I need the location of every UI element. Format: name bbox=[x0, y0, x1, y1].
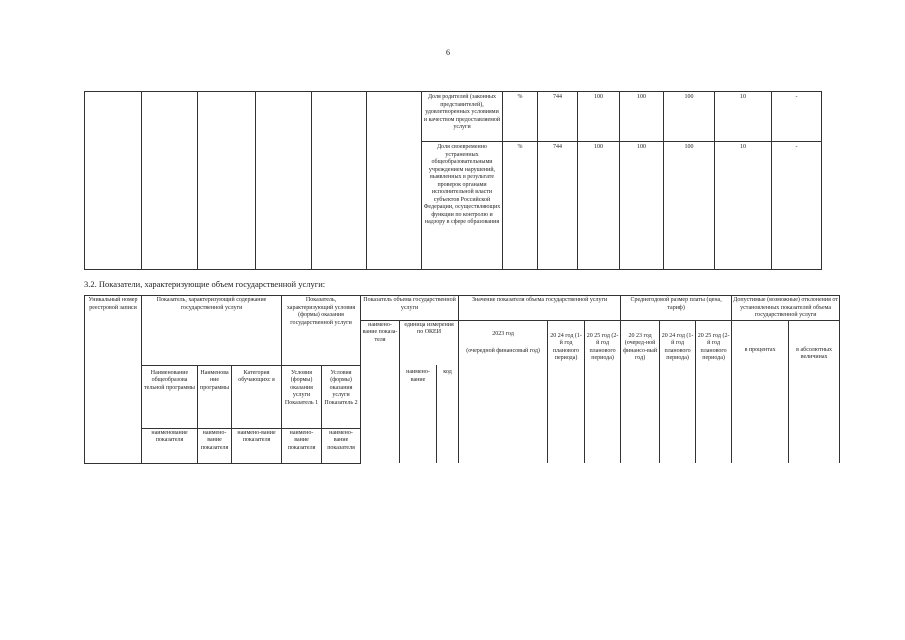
header-content: Показатель, характеризующий содержание государственной услуги bbox=[142, 296, 282, 366]
bottom-indicator-name: наимено-вание показателя bbox=[198, 428, 232, 463]
okei-code: код bbox=[437, 365, 459, 463]
header-price: Среднегодовой размер платы (цена, тариф) bbox=[621, 296, 732, 321]
value-cell: - bbox=[772, 142, 822, 270]
code-cell: 744 bbox=[538, 92, 578, 142]
value-cell: 100 bbox=[664, 142, 715, 270]
price-2023: 20 23 год (очеред-ной финансо-вый год) bbox=[621, 320, 660, 463]
header-conditions: Показатель, характеризующий условия (формы) оказания государственной услуги bbox=[282, 296, 361, 366]
indicator-name: Доля своевременно устраненных общеобразовательными учреждением нарушений, выявленных в результате проверок органами исполнительной власти субъектов Российской Федерации, осуществляющих функции по контролю и надзору в сфере образования bbox=[422, 142, 503, 270]
value-cell: 10 bbox=[715, 142, 772, 270]
subheader-condition-1: Условия (формы) оказания услуги Показатель 1 bbox=[282, 365, 322, 428]
unit-cell: % bbox=[503, 142, 538, 270]
quality-indicators-table bbox=[84, 91, 822, 270]
header-deviation: Допустимые (возможные) отклонения от установленных показателей объема государственной услуги bbox=[733, 297, 838, 318]
value-cell: 100 bbox=[620, 92, 664, 142]
subheader-program-name: Наименование общеобразова тельной программы bbox=[142, 365, 198, 428]
indicator-name: Доля родителей (законных представителей), удовлетворенных условиями и качеством предоставляемой услуги bbox=[422, 92, 503, 142]
bottom-indicator-name: наимено-вание показателя bbox=[232, 428, 282, 463]
bottom-indicator-name: наименование показателя bbox=[142, 428, 198, 463]
value-cell: 100 bbox=[664, 92, 715, 142]
year-2024: 20 24 год (1-й год планового периода) bbox=[548, 320, 585, 463]
year-2025: 20 25 год (2-й год планового периода) bbox=[585, 320, 621, 463]
header-indicator-name: наимено-вание показа-теля bbox=[361, 320, 400, 463]
year-2023-label: (очередной финансовый год) bbox=[466, 348, 540, 354]
subheader-category: Категория обучающихс я bbox=[232, 365, 282, 428]
header-okei: единица измерения по ОКЕИ bbox=[400, 320, 459, 365]
section-heading: 3.2. Показатели, характеризующие объем государственной услуги: bbox=[84, 279, 326, 289]
price-2024: 20 24 год (1-й год планового периода) bbox=[660, 320, 696, 463]
bottom-indicator-name: наимено-вание показателя bbox=[322, 428, 361, 463]
subheader-program: Наименова ние программы bbox=[198, 365, 232, 428]
price-2025: 20 25 год (2-й год планового периода) bbox=[696, 320, 732, 463]
header-registry: Уникальный номер реестровой записи bbox=[85, 296, 142, 429]
deviation-percent: в процентах bbox=[732, 320, 789, 463]
table-row bbox=[85, 296, 840, 321]
code-cell: 744 bbox=[538, 142, 578, 270]
header-volume: Показатель объема государственной услуги bbox=[361, 296, 459, 321]
value-cell: - bbox=[772, 92, 822, 142]
year-2023: 2023 год bbox=[492, 330, 514, 337]
volume-indicators-table bbox=[84, 295, 840, 464]
subheader-condition-2: Условия (формы) оказания услуги Показатель 2 bbox=[322, 365, 361, 428]
deviation-absolute: в абсолютных величинах bbox=[789, 320, 840, 463]
table-row bbox=[85, 142, 822, 270]
header-value: Значение показателя объема государственной услуги bbox=[459, 296, 621, 321]
value-cell: 100 bbox=[620, 142, 664, 270]
value-cell: 100 bbox=[578, 92, 620, 142]
unit-cell: % bbox=[503, 92, 538, 142]
table-row bbox=[85, 92, 822, 142]
bottom-indicator-name: наимено-вание показателя bbox=[282, 428, 322, 463]
value-cell: 10 bbox=[715, 92, 772, 142]
value-cell: 100 bbox=[578, 142, 620, 270]
okei-name: наимено-вание bbox=[400, 365, 437, 463]
page-number: 6 bbox=[446, 48, 450, 57]
